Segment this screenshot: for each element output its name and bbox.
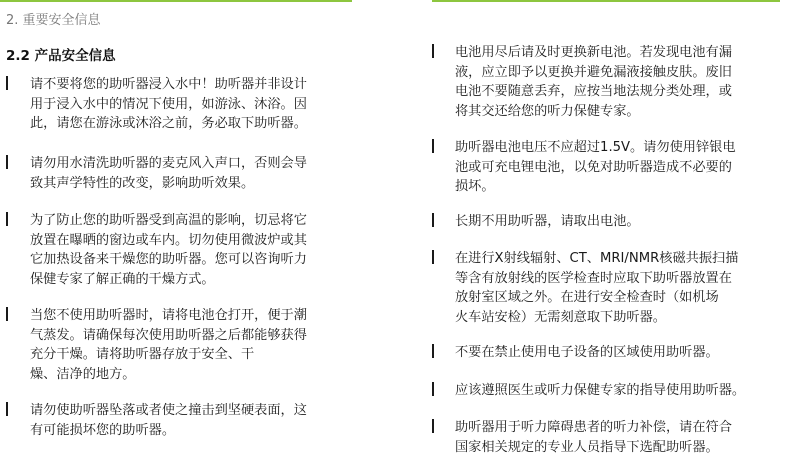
bullet-bar bbox=[432, 419, 434, 433]
list-item-text: 请不要将您的助听器浸入水中！助听器并非设计 用于浸入水中的情况下使用，如游泳、沐浴。因 此，请您在游泳或沐浴之前，务必取下助听器。 bbox=[30, 77, 307, 131]
list-item-text: 应该遵照医生或听力保健专家的指导使用助听器。 bbox=[455, 383, 746, 398]
subsection-title: 2.2 产品安全信息 bbox=[6, 48, 116, 64]
header-rule-left bbox=[0, 0, 352, 2]
list-item-text: 长期不用助听器，请取出电池。 bbox=[455, 214, 640, 229]
bullet-bar bbox=[6, 402, 8, 416]
section-header: 2. 重要安全信息 bbox=[6, 13, 101, 28]
list-item-text: 当您不使用助听器时，请将电池仓打开，便于潮 气蒸发。请确保每次使用助听器之后都能够获得 充分干燥。请将助听器存放于安全、干 燥、洁净的地方。 bbox=[30, 308, 307, 382]
list-item-text: 请勿用水清洗助听器的麦克风入声口，否则会导 致其声学特性的改变，影响助听效果。 bbox=[30, 156, 307, 191]
bullet-bar bbox=[6, 307, 8, 321]
list-item-text: 请勿使助听器坠落或者使之撞击到坚硬表面，这 有可能损坏您的助听器。 bbox=[30, 403, 307, 438]
bullet-bar bbox=[432, 139, 434, 153]
list-item-text: 助听器电池电压不应超过1.5V。请勿使用锌银电 池或可充电锂电池，以免对助听器造成不必要的 损坏。 bbox=[455, 140, 736, 194]
bullet-bar bbox=[6, 155, 8, 169]
header-rule-right bbox=[432, 0, 780, 2]
list-item-text: 助听器用于听力障碍患者的听力补偿，请在符合 国家相关规定的专业人员指导下选配助听器。 bbox=[455, 420, 732, 455]
bullet-bar bbox=[6, 212, 8, 226]
bullet-bar bbox=[432, 213, 434, 227]
list-item-text: 不要在禁止使用电子设备的区域使用助听器。 bbox=[455, 345, 719, 360]
bullet-bar bbox=[6, 76, 8, 90]
bullet-bar bbox=[432, 44, 434, 58]
list-item-text: 在进行X射线辐射、CT、MRI/NMR核磁共振扫描 等含有放射线的医学检查时应取下助听器放置在 放射室区域之外。在进行安全检查时（如机场 火车站安检）无需刻意取下助听器。 bbox=[455, 251, 739, 325]
list-item-text: 电池用尽后请及时更换新电池。若发现电池有漏 液，应立即予以更换并避免漏液接触皮肤。废旧 电池不要随意丢弃，应按当地法规分类处理，或 将其交还给您的听力保健专家。 bbox=[455, 45, 732, 119]
list-item-text: 为了防止您的助听器受到高温的影响，切忌将它 放置在曝晒的窗边或车内。切勿使用微波炉或其 它加热设备来干燥您的助听器。您可以咨询听力 保健专家了解正确的干燥方式。 bbox=[30, 213, 307, 287]
bullet-bar bbox=[432, 344, 434, 358]
bullet-bar bbox=[432, 382, 434, 396]
bullet-bar bbox=[432, 250, 434, 264]
